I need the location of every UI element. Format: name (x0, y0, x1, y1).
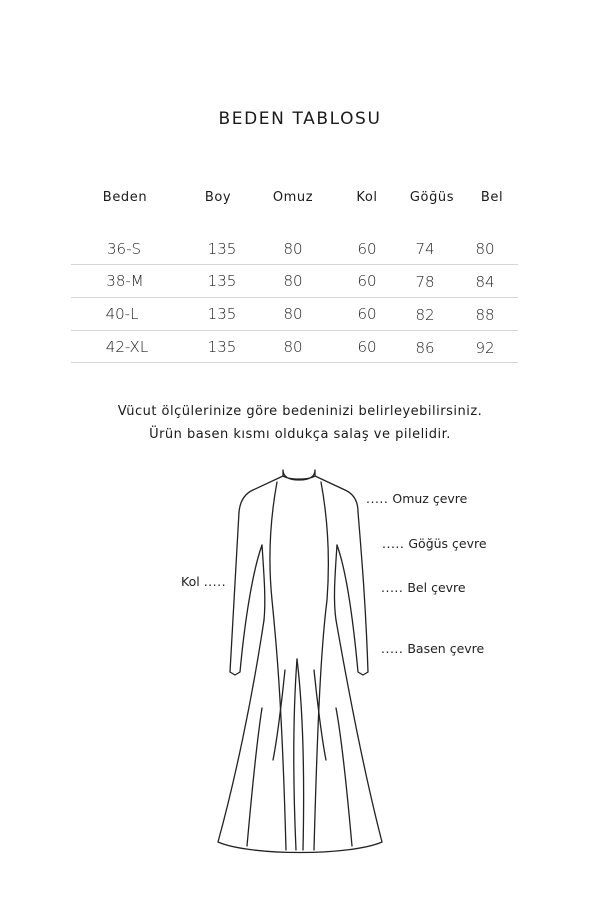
pleat-center (294, 659, 297, 850)
header-gogus: Göğüs (409, 190, 455, 205)
table-cell: 42-XL (105, 338, 149, 356)
table-cell: 40-L (105, 305, 139, 323)
dots: ..... (381, 641, 404, 656)
dots: ..... (366, 491, 389, 506)
table-cell: 92 (475, 339, 495, 357)
header-beden: Beden (102, 190, 148, 205)
dots: ..... (381, 580, 404, 595)
table-cell: 80 (283, 240, 303, 258)
pleat-center (297, 659, 304, 850)
table-cell: 38-M (106, 272, 144, 290)
header-kol: Kol (356, 190, 378, 205)
pleat-left (247, 708, 262, 846)
header-bel: Bel (480, 190, 504, 205)
left-sleeve (230, 512, 262, 675)
table-cell: 80 (475, 240, 495, 258)
page-title: BEDEN TABLOSU (218, 109, 382, 129)
princess-seam-left (270, 482, 286, 850)
table-cell: 78 (415, 273, 435, 291)
table-cell: 84 (475, 273, 495, 291)
shoulder-line (315, 476, 358, 512)
table-cell: 86 (415, 339, 435, 357)
table-cell: 88 (475, 306, 495, 324)
table-cell: 80 (283, 272, 303, 290)
dots: ..... (203, 574, 227, 589)
table-cell: 135 (207, 272, 237, 290)
table-cell: 60 (357, 305, 377, 323)
waist-measure-label: ..... Bel çevre (381, 580, 466, 595)
table-cell: 60 (357, 338, 377, 356)
shoulder-measure-label: ..... Omuz çevre (366, 491, 468, 506)
sleeve-measure-label: Kol ..... (181, 574, 227, 589)
chest-measure-label: ..... Göğüs çevre (382, 536, 487, 551)
fit-note: Vücut ölçülerinize göre bedeninizi belirleyebilirsiniz. (117, 404, 483, 419)
princess-seam-right (314, 482, 328, 850)
pleat-right (336, 708, 352, 846)
header-boy: Boy (204, 190, 232, 205)
dots: ..... (382, 536, 405, 551)
table-cell: 135 (207, 240, 237, 258)
table-cell: 74 (415, 240, 435, 258)
table-cell: 60 (357, 272, 377, 290)
skirt-outline (218, 620, 382, 853)
hip-measure-label: ..... Basen çevre (381, 641, 485, 656)
table-cell: 80 (283, 305, 303, 323)
table-cell: 60 (357, 240, 377, 258)
table-cell: 135 (207, 305, 237, 323)
table-cell: 36-S (106, 240, 142, 258)
table-cell: 80 (283, 338, 303, 356)
table-cell: 82 (415, 306, 435, 324)
bodice-right (334, 545, 337, 620)
fabric-note: Ürün basen kısmı oldukça salaş ve pilelidir. (149, 427, 451, 442)
shoulder-line (239, 476, 283, 512)
collar (283, 470, 315, 480)
bodice-left (262, 545, 265, 620)
header-omuz: Omuz (272, 190, 314, 205)
table-cell: 135 (207, 338, 237, 356)
